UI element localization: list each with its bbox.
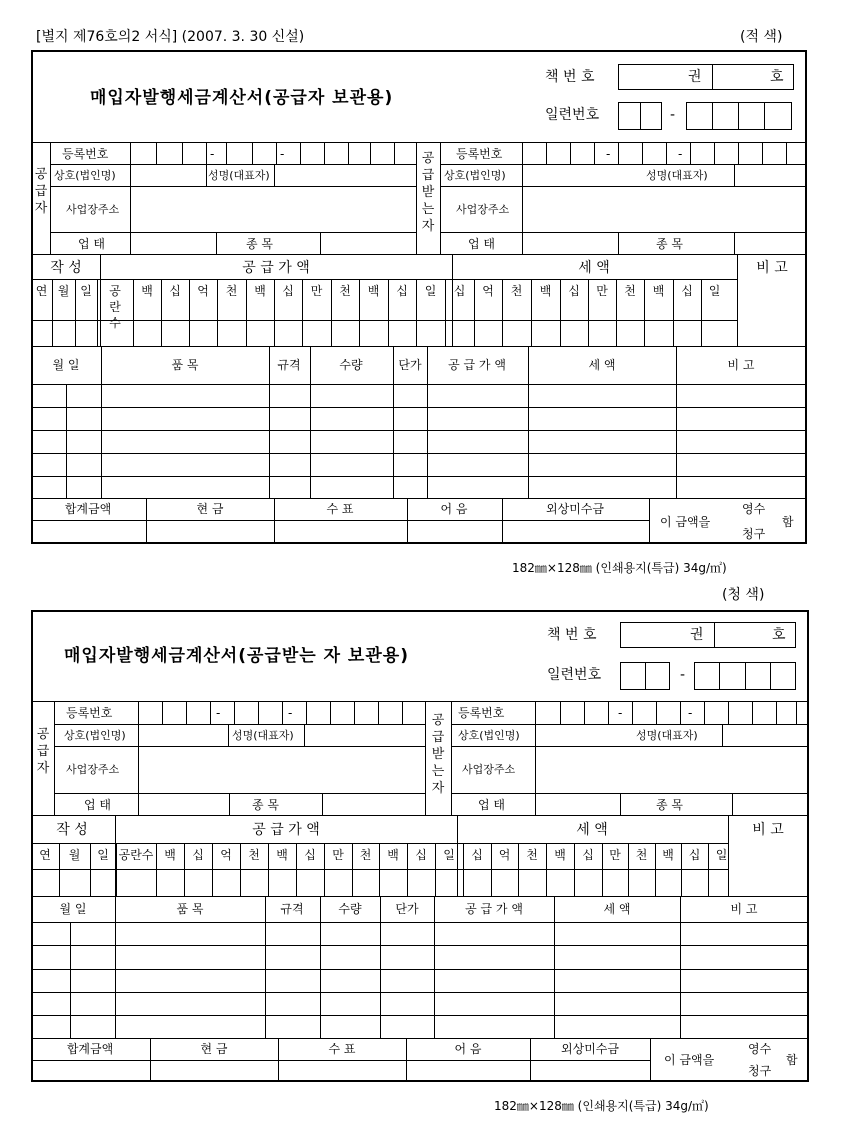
credit-label: 외상미수금 — [561, 1042, 619, 1056]
book-number-label: 책 번 호 — [545, 69, 595, 85]
supplier-ceo-label: 성명(대표자) — [208, 169, 270, 182]
receiver-vertical-label: 공급받는자 — [421, 151, 435, 234]
supplier-reg-no-label: 등록번호 — [66, 706, 113, 720]
remark-header: 비 고 — [756, 260, 788, 276]
date-cell-label: 월 — [68, 848, 81, 862]
digit-place-label: 천 — [624, 284, 636, 298]
serial-number-label: 일련번호 — [545, 107, 600, 123]
bill-label: 어 음 — [440, 502, 468, 516]
item-supply-header: 공 급 가 액 — [448, 358, 506, 372]
reg-dash: - — [216, 706, 221, 720]
check-label: 수 표 — [328, 1042, 356, 1056]
digit-place-label: 십 — [282, 284, 294, 298]
digit-place-label: 십 — [453, 284, 466, 298]
digit-place-label: 십 — [304, 848, 316, 862]
supplier-biz-type-label: 업 태 — [78, 237, 105, 251]
supplier-biz-type-label: 업 태 — [84, 798, 111, 812]
total-amount-label: 합계금액 — [64, 502, 112, 516]
credit-label: 외상미수금 — [546, 502, 604, 516]
receiver-ceo-label: 성명(대표자) — [636, 729, 698, 742]
ham-label: 함 — [786, 1053, 798, 1067]
serial-dash: - — [670, 107, 676, 123]
written-date-header: 작 성 — [56, 822, 88, 838]
item-month-day-header: 월 일 — [59, 902, 87, 916]
digit-place-label: 십 — [415, 848, 427, 862]
digit-place-label: 백 — [164, 848, 176, 862]
reg-dash: - — [678, 147, 683, 161]
date-cell-label: 월 — [57, 284, 70, 298]
supply-amount-header: 공 급 가 액 — [252, 822, 320, 838]
item-month-day-header: 월 일 — [52, 358, 80, 372]
receiver-biz-item-label: 종 목 — [656, 237, 683, 251]
claim-label: 청구 — [748, 1064, 772, 1078]
digit-place-label: 억 — [220, 848, 232, 862]
check-label: 수 표 — [326, 502, 354, 516]
supplier-vertical-label: 공급자 — [34, 167, 48, 216]
blank-count-label: 공란수 — [118, 848, 154, 862]
reg-dash: - — [280, 147, 285, 161]
digit-place-label: 천 — [635, 848, 648, 862]
ham-label: 함 — [782, 515, 794, 529]
receiver-reg-no-label: 등록번호 — [458, 706, 505, 720]
cash-label: 현 금 — [196, 502, 224, 516]
item-spec-header: 규격 — [277, 358, 301, 372]
supplier-address-label: 사업장주소 — [66, 203, 120, 216]
digit-place-label: 천 — [339, 284, 351, 298]
form-reference: [별지 제76호의2 서식] (2007. 3. 30 신설) — [36, 29, 305, 45]
item-unit-price-header: 단가 — [395, 902, 419, 916]
form-title: 매입자발행세금계산서(공급받는 자 보관용) — [64, 646, 409, 666]
receiver-address-label: 사업장주소 — [462, 763, 516, 776]
reg-dash: - — [606, 147, 611, 161]
digit-place-label: 일 — [424, 284, 437, 298]
receiver-biz-type-label: 업 태 — [478, 798, 505, 812]
receipt-label: 영수 — [748, 1042, 772, 1056]
ho-label: 호 — [770, 69, 784, 85]
digit-place-label: 일 — [715, 848, 728, 862]
this-amount-label: 이 금액을 — [664, 1053, 715, 1067]
book-number-box — [618, 64, 794, 90]
item-unit-price-header: 단가 — [398, 358, 422, 372]
date-cell-label: 일 — [80, 284, 92, 298]
color-label-blue: (청 색) — [722, 587, 765, 603]
supplier-reg-no-label: 등록번호 — [62, 147, 109, 161]
digit-place-label: 십 — [568, 284, 580, 298]
item-tax-header: 세 액 — [588, 358, 616, 372]
item-remark-header: 비 고 — [730, 902, 758, 916]
item-supply-header: 공 급 가 액 — [465, 902, 523, 916]
receiver-biz-item-label: 종 목 — [656, 798, 683, 812]
form-outer-border — [31, 610, 809, 1082]
digit-place-label: 백 — [254, 284, 266, 298]
digit-place-label: 백 — [652, 284, 665, 298]
reg-dash: - — [618, 706, 623, 720]
date-cell-label: 일 — [97, 848, 109, 862]
digit-place-label: 천 — [225, 284, 238, 298]
digit-place-label: 십 — [471, 848, 483, 862]
serial-box-right — [686, 102, 792, 130]
supplier-biz-item-label: 종 목 — [252, 798, 279, 812]
this-amount-label: 이 금액을 — [660, 515, 711, 529]
receiver-reg-no-label: 등록번호 — [456, 147, 503, 161]
receiver-company-label: 상호(법인명) — [458, 729, 520, 742]
item-spec-header: 규격 — [280, 902, 304, 916]
written-date-header: 작 성 — [50, 260, 82, 276]
digit-place-label: 백 — [367, 284, 380, 298]
receiver-ceo-label: 성명(대표자) — [646, 169, 708, 182]
digit-place-label: 십 — [688, 848, 701, 862]
remark-header: 비 고 — [752, 822, 784, 838]
blank-count-label: 공란수 — [109, 284, 121, 330]
digit-place-label: 백 — [554, 848, 566, 862]
supplier-company-label: 상호(법인명) — [54, 169, 116, 182]
paper-spec-bottom: 182㎜×128㎜ (인쇄용지(특급) 34g/㎡) — [494, 1099, 709, 1113]
bill-label: 어 음 — [454, 1042, 482, 1056]
digit-place-label: 일 — [443, 848, 455, 862]
digit-place-label: 만 — [609, 848, 621, 862]
serial-number-label: 일련번호 — [547, 667, 602, 683]
digit-place-label: 백 — [539, 284, 552, 298]
digit-place-label: 만 — [596, 284, 608, 298]
ho-label: 호 — [772, 627, 786, 643]
digit-place-label: 일 — [708, 284, 721, 298]
item-tax-header: 세 액 — [603, 902, 631, 916]
item-name-header: 품 목 — [176, 902, 204, 916]
date-cell-label: 연 — [39, 848, 51, 862]
digit-place-label: 십 — [582, 848, 594, 862]
reg-dash: - — [288, 706, 293, 720]
date-cell-label: 연 — [35, 284, 48, 298]
supply-amount-header: 공 급 가 액 — [242, 260, 310, 276]
item-qty-header: 수량 — [339, 358, 363, 372]
digit-place-label: 십 — [169, 284, 181, 298]
book-number-box — [620, 622, 796, 648]
digit-place-label: 만 — [310, 284, 323, 298]
digit-place-label: 억 — [197, 284, 209, 298]
digit-place-label: 만 — [332, 848, 344, 862]
receipt-label: 영수 — [742, 502, 766, 516]
item-qty-header: 수량 — [338, 902, 362, 916]
supplier-address-label: 사업장주소 — [66, 763, 120, 776]
total-amount-label: 합계금액 — [66, 1042, 114, 1056]
digit-place-label: 십 — [681, 284, 693, 298]
digit-place-label: 억 — [498, 848, 511, 862]
paper-spec-top: 182㎜×128㎜ (인쇄용지(특급) 34g/㎡) — [512, 561, 727, 575]
color-label-red: (적 색) — [740, 29, 783, 45]
reg-dash: - — [210, 147, 215, 161]
tax-header: 세 액 — [576, 822, 608, 838]
digit-place-label: 십 — [192, 848, 204, 862]
digit-place-label: 천 — [359, 848, 372, 862]
digit-place-label: 천 — [526, 848, 538, 862]
form-title: 매입자발행세금계산서(공급자 보관용) — [90, 88, 394, 108]
receiver-vertical-label: 공급받는자 — [431, 713, 445, 796]
book-number-label: 책 번 호 — [547, 627, 597, 643]
digit-place-label: 백 — [141, 284, 153, 298]
item-name-header: 품 목 — [171, 358, 199, 372]
digit-place-label: 천 — [510, 284, 523, 298]
supplier-biz-item-label: 종 목 — [246, 237, 273, 251]
digit-place-label: 백 — [276, 848, 288, 862]
digit-place-label: 백 — [662, 848, 674, 862]
digit-place-label: 십 — [396, 284, 408, 298]
digit-place-label: 억 — [482, 284, 494, 298]
claim-label: 청구 — [742, 527, 766, 541]
receiver-biz-type-label: 업 태 — [468, 237, 495, 251]
cash-label: 현 금 — [200, 1042, 228, 1056]
supplier-ceo-label: 성명(대표자) — [232, 729, 294, 742]
serial-dash: - — [680, 667, 686, 683]
digit-place-label: 백 — [387, 848, 399, 862]
gwon-label: 권 — [690, 627, 704, 643]
supplier-company-label: 상호(법인명) — [64, 729, 126, 742]
item-remark-header: 비 고 — [727, 358, 755, 372]
receiver-company-label: 상호(법인명) — [444, 169, 506, 182]
supplier-vertical-label: 공급자 — [36, 727, 50, 776]
reg-dash: - — [688, 706, 693, 720]
gwon-label: 권 — [688, 69, 702, 85]
receiver-address-label: 사업장주소 — [456, 203, 510, 216]
digit-place-label: 천 — [248, 848, 260, 862]
tax-header: 세 액 — [578, 260, 610, 276]
